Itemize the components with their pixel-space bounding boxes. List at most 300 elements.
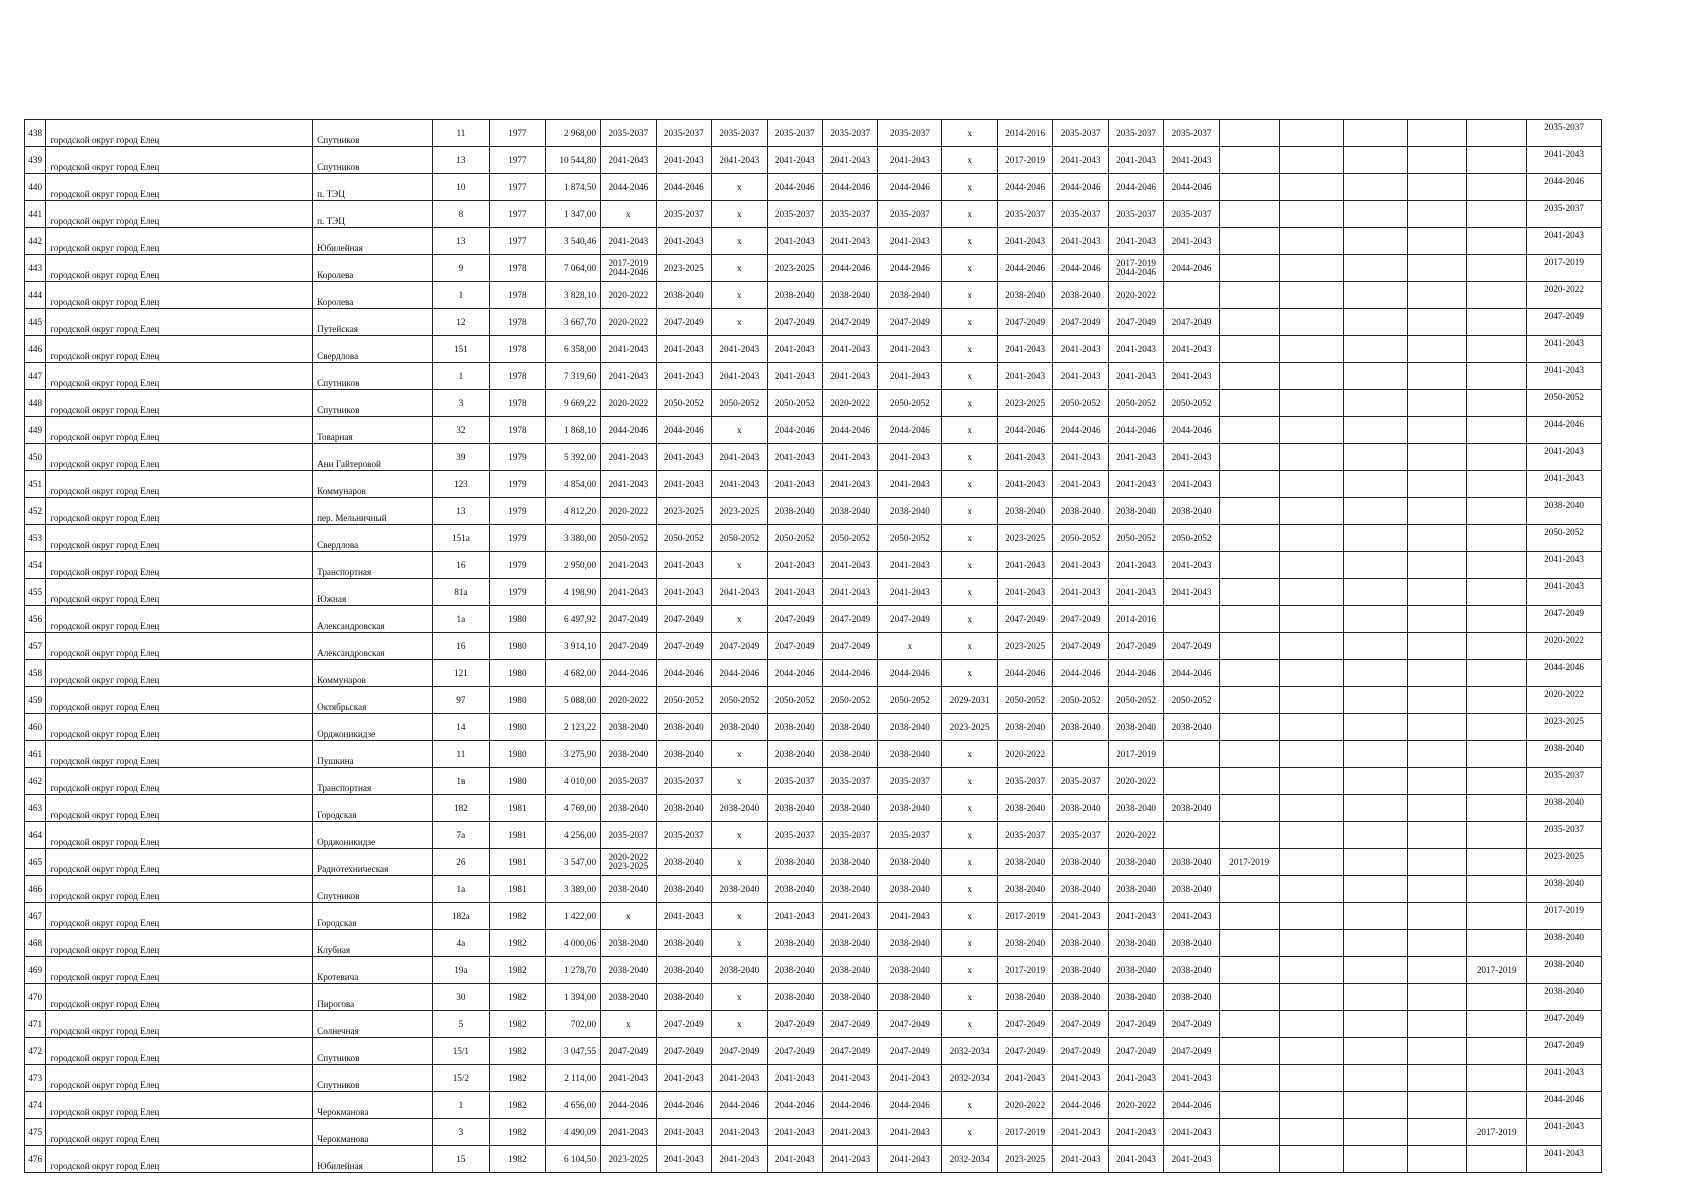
repair-period-cell <box>1219 1065 1279 1092</box>
planned-period-cell: 2044-2046 <box>1527 174 1602 201</box>
repair-period-cell <box>1279 174 1343 201</box>
repair-period-cell: 2047-2049 <box>656 1038 711 1065</box>
municipality-cell: городской округ город Елец <box>46 1065 313 1092</box>
repair-period-cell: 2050-2052 <box>1108 525 1163 552</box>
planned-period-cell: 2044-2046 <box>1527 417 1602 444</box>
repair-period-cell: 2038-2040 <box>1108 795 1163 822</box>
house-number-cell: 1а <box>432 876 490 903</box>
repair-period-cell: 2047-2049 <box>822 606 877 633</box>
repair-period-cell: 2041-2043 <box>767 552 822 579</box>
repair-period-cell <box>1407 201 1467 228</box>
repair-period-cell: 2047-2049 <box>656 1011 711 1038</box>
planned-period-cell: 2035-2037 <box>1527 768 1602 795</box>
repair-period-cell <box>1219 255 1279 282</box>
repair-period-cell: 2041-2043 <box>878 228 942 255</box>
planned-period-cell: 2047-2049 <box>1527 1011 1602 1038</box>
repair-period-cell: 2041-2043 <box>997 228 1052 255</box>
area-cell: 4 854,00 <box>545 471 600 498</box>
repair-period-cell <box>1219 795 1279 822</box>
street-cell: Александровская <box>313 606 433 633</box>
repair-period-cell <box>1467 714 1527 741</box>
row-number-cell: 444 <box>25 282 46 309</box>
repair-period-cell <box>1467 1038 1527 1065</box>
house-number-cell: 8 <box>432 201 490 228</box>
build-year-cell: 1982 <box>490 984 545 1011</box>
repair-period-cell: 2041-2043 <box>997 579 1052 606</box>
repair-period-cell: 2035-2037 <box>601 120 656 147</box>
repair-period-cell <box>1467 1011 1527 1038</box>
repair-period-cell <box>1279 309 1343 336</box>
area-cell: 4 198,90 <box>545 579 600 606</box>
repair-period-cell <box>1467 309 1527 336</box>
build-year-cell: 1980 <box>490 714 545 741</box>
repair-period-cell: 2047-2049 <box>712 1038 767 1065</box>
repair-period-cell: 2038-2040 <box>1053 282 1108 309</box>
row-number-cell: 453 <box>25 525 46 552</box>
repair-period-cell: 2050-2052 <box>656 390 711 417</box>
repair-period-cell: х <box>942 525 997 552</box>
repair-period-cell: 2017-2019 <box>997 957 1052 984</box>
repair-period-cell: 2023-2025 <box>601 1146 656 1173</box>
repair-period-cell <box>1343 768 1407 795</box>
house-number-cell: 13 <box>432 228 490 255</box>
row-number-cell: 450 <box>25 444 46 471</box>
repair-period-cell: 2041-2043 <box>822 552 877 579</box>
row-number-cell: 449 <box>25 417 46 444</box>
municipality-cell: городской округ город Елец <box>46 741 313 768</box>
planned-period-cell: 2041-2043 <box>1527 552 1602 579</box>
repair-period-cell <box>1164 282 1219 309</box>
planned-period-cell: 2020-2022 <box>1527 633 1602 660</box>
repair-period-cell: 2038-2040 <box>822 930 877 957</box>
repair-period-cell <box>1219 336 1279 363</box>
area-cell: 4 656,00 <box>545 1092 600 1119</box>
repair-period-cell: х <box>942 579 997 606</box>
repair-period-cell: 2032-2034 <box>942 1146 997 1173</box>
row-number-cell: 447 <box>25 363 46 390</box>
planned-period-cell: 2041-2043 <box>1527 1146 1602 1173</box>
table-row <box>25 633 1602 660</box>
repair-period-cell: 2041-2043 <box>1053 363 1108 390</box>
area-cell: 6 358,00 <box>545 336 600 363</box>
repair-period-cell: 2041-2043 <box>878 903 942 930</box>
repair-period-cell: 2035-2037 <box>997 768 1052 795</box>
repair-period-cell: 2038-2040 <box>1164 930 1219 957</box>
table-row <box>25 525 1602 552</box>
repair-period-cell: 2041-2043 <box>878 1065 942 1092</box>
repair-period-cell: х <box>712 984 767 1011</box>
build-year-cell: 1982 <box>490 1038 545 1065</box>
repair-period-cell <box>1164 741 1219 768</box>
repair-period-cell: 2041-2043 <box>822 1119 877 1146</box>
table-row <box>25 336 1602 363</box>
municipality-cell: городской округ город Елец <box>46 255 313 282</box>
repair-period-cell: 2041-2043 <box>712 444 767 471</box>
row-number-cell: 464 <box>25 822 46 849</box>
area-cell: 4 769,00 <box>545 795 600 822</box>
repair-period-cell <box>1219 444 1279 471</box>
repair-period-cell <box>1164 606 1219 633</box>
repair-period-cell: 2041-2043 <box>601 1119 656 1146</box>
repair-period-cell: 2047-2049 <box>822 633 877 660</box>
repair-period-cell <box>1343 822 1407 849</box>
repair-period-cell <box>1343 1038 1407 1065</box>
repair-period-cell <box>1467 849 1527 876</box>
repair-period-cell: 2047-2049 <box>767 606 822 633</box>
repair-period-cell: 2041-2043 <box>656 471 711 498</box>
repair-period-cell: 2035-2037 <box>767 201 822 228</box>
repair-period-cell: 2041-2043 <box>656 228 711 255</box>
repair-period-cell: 2050-2052 <box>822 525 877 552</box>
repair-period-cell <box>1219 174 1279 201</box>
planned-period-cell: 2041-2043 <box>1527 363 1602 390</box>
repair-period-cell: 2047-2049 <box>1053 1011 1108 1038</box>
repair-period-cell <box>1467 687 1527 714</box>
repair-period-cell: 2041-2043 <box>1053 1065 1108 1092</box>
row-number-cell: 475 <box>25 1119 46 1146</box>
area-cell: 2 950,00 <box>545 552 600 579</box>
repair-period-cell: х <box>942 444 997 471</box>
repair-period-cell <box>1219 282 1279 309</box>
table-row <box>25 120 1602 147</box>
repair-period-cell <box>1467 174 1527 201</box>
house-number-cell: 30 <box>432 984 490 1011</box>
repair-period-cell: 2032-2034 <box>942 1038 997 1065</box>
repair-period-cell <box>1219 417 1279 444</box>
repair-period-cell: 2047-2049 <box>997 1038 1052 1065</box>
repair-period-cell: х <box>942 471 997 498</box>
repair-period-cell: 2041-2043 <box>712 1146 767 1173</box>
area-cell: 702,00 <box>545 1011 600 1038</box>
repair-period-cell: 2041-2043 <box>1108 444 1163 471</box>
repair-period-cell: 2038-2040 <box>712 714 767 741</box>
row-number-cell: 476 <box>25 1146 46 1173</box>
repair-period-cell: 2038-2040 <box>822 741 877 768</box>
repair-period-cell <box>1279 795 1343 822</box>
repair-period-cell: 2050-2052 <box>712 390 767 417</box>
area-cell: 4 256,00 <box>545 822 600 849</box>
area-cell: 3 547,00 <box>545 849 600 876</box>
repair-period-cell: 2035-2037 <box>656 768 711 795</box>
row-number-cell: 473 <box>25 1065 46 1092</box>
repair-period-cell: 2041-2043 <box>656 336 711 363</box>
repair-period-cell: 2050-2052 <box>1164 525 1219 552</box>
repair-period-cell: 2038-2040 <box>1108 984 1163 1011</box>
repair-period-cell: 2044-2046 <box>822 660 877 687</box>
planned-period-cell: 2044-2046 <box>1527 1092 1602 1119</box>
repair-period-cell <box>1407 525 1467 552</box>
repair-period-cell: х <box>942 660 997 687</box>
street-cell: Кротевича <box>313 957 433 984</box>
repair-period-cell: 2038-2040 <box>878 498 942 525</box>
repair-period-cell: 2044-2046 <box>656 417 711 444</box>
repair-period-cell: 2038-2040 <box>656 795 711 822</box>
repair-period-cell: 2041-2043 <box>656 1146 711 1173</box>
repair-period-cell: 2050-2052 <box>712 525 767 552</box>
repair-period-cell <box>1343 1011 1407 1038</box>
repair-period-cell: 2044-2046 <box>712 1092 767 1119</box>
repair-period-cell: 2023-2025 <box>767 255 822 282</box>
street-cell: Транспортная <box>313 768 433 795</box>
area-cell: 3 667,70 <box>545 309 600 336</box>
municipality-cell: городской округ город Елец <box>46 822 313 849</box>
table-row <box>25 147 1602 174</box>
repair-period-cell: 2041-2043 <box>767 147 822 174</box>
table-row <box>25 1065 1602 1092</box>
repair-period-cell: 2047-2049 <box>656 309 711 336</box>
repair-period-cell: 2041-2043 <box>822 444 877 471</box>
repair-period-cell: 2038-2040 <box>767 498 822 525</box>
municipality-cell: городской округ город Елец <box>46 1146 313 1173</box>
municipality-cell: городской округ город Елец <box>46 687 313 714</box>
table-row <box>25 822 1602 849</box>
table-row <box>25 903 1602 930</box>
area-cell: 5 392,00 <box>545 444 600 471</box>
house-number-cell: 5 <box>432 1011 490 1038</box>
repair-period-cell: х <box>712 255 767 282</box>
repair-period-cell <box>1279 957 1343 984</box>
area-cell: 1 422,00 <box>545 903 600 930</box>
repair-period-cell: х <box>712 1011 767 1038</box>
build-year-cell: 1979 <box>490 579 545 606</box>
repair-period-cell: 2041-2043 <box>1164 1146 1219 1173</box>
area-cell: 10 544,80 <box>545 147 600 174</box>
planned-period-cell: 2038-2040 <box>1527 957 1602 984</box>
build-year-cell: 1982 <box>490 1011 545 1038</box>
repair-period-cell <box>1467 336 1527 363</box>
table-row <box>25 849 1602 876</box>
repair-period-cell: 2047-2049 <box>997 606 1052 633</box>
row-number-cell: 472 <box>25 1038 46 1065</box>
repair-period-cell <box>1407 957 1467 984</box>
repair-period-cell: 2044-2046 <box>878 174 942 201</box>
street-cell: Коммунаров <box>313 471 433 498</box>
build-year-cell: 1982 <box>490 1146 545 1173</box>
repair-period-cell: х <box>942 930 997 957</box>
repair-period-cell: 2044-2046 <box>878 255 942 282</box>
row-number-cell: 467 <box>25 903 46 930</box>
repair-period-cell: 2041-2043 <box>767 363 822 390</box>
municipality-cell: городской округ город Елец <box>46 1092 313 1119</box>
repair-period-cell <box>1467 471 1527 498</box>
repair-period-cell <box>1407 579 1467 606</box>
area-cell: 3 047,55 <box>545 1038 600 1065</box>
repair-period-cell <box>1467 120 1527 147</box>
table-row <box>25 876 1602 903</box>
repair-period-cell: 2035-2037 <box>822 201 877 228</box>
repair-period-cell <box>1279 660 1343 687</box>
repair-period-cell: х <box>712 768 767 795</box>
repair-period-cell: 2041-2043 <box>1108 579 1163 606</box>
row-number-cell: 439 <box>25 147 46 174</box>
repair-period-cell: 2041-2043 <box>1053 579 1108 606</box>
repair-period-cell: 2041-2043 <box>601 336 656 363</box>
repair-period-cell: 2029-2031 <box>942 687 997 714</box>
house-number-cell: 1в <box>432 768 490 795</box>
street-cell: Пирогова <box>313 984 433 1011</box>
repair-period-cell <box>1219 984 1279 1011</box>
house-number-cell: 151 <box>432 336 490 363</box>
repair-period-cell <box>1467 903 1527 930</box>
repair-period-cell <box>1053 741 1108 768</box>
repair-period-cell <box>1467 606 1527 633</box>
build-year-cell: 1977 <box>490 120 545 147</box>
house-number-cell: 182 <box>432 795 490 822</box>
repair-period-cell: 2044-2046 <box>1164 660 1219 687</box>
repair-period-cell <box>1343 444 1407 471</box>
repair-period-cell <box>1343 309 1407 336</box>
repair-period-cell: х <box>712 903 767 930</box>
repair-period-cell: 2038-2040 <box>1108 498 1163 525</box>
table-row <box>25 417 1602 444</box>
repair-period-cell: 2023-2025 <box>997 525 1052 552</box>
repair-period-cell <box>1219 1146 1279 1173</box>
table-row <box>25 579 1602 606</box>
repair-period-cell: х <box>712 228 767 255</box>
repair-period-cell <box>1279 336 1343 363</box>
repair-period-cell: 2041-2043 <box>1164 579 1219 606</box>
repair-period-cell <box>1219 957 1279 984</box>
repair-period-cell: 2041-2043 <box>767 1065 822 1092</box>
repair-period-cell <box>1343 498 1407 525</box>
house-number-cell: 1а <box>432 606 490 633</box>
repair-period-cell: 2044-2046 <box>601 1092 656 1119</box>
repair-period-cell: 2035-2037 <box>767 768 822 795</box>
repair-period-cell <box>1343 984 1407 1011</box>
repair-period-cell: 2047-2049 <box>1053 1038 1108 1065</box>
build-year-cell: 1978 <box>490 363 545 390</box>
repair-period-cell: 2047-2049 <box>1108 1038 1163 1065</box>
row-number-cell: 456 <box>25 606 46 633</box>
repair-period-cell <box>1407 984 1467 1011</box>
repair-period-cell: х <box>712 849 767 876</box>
table-row <box>25 1038 1602 1065</box>
house-number-cell: 3 <box>432 390 490 417</box>
repair-period-cell: 2047-2049 <box>878 1038 942 1065</box>
repair-period-cell <box>1343 417 1407 444</box>
build-year-cell: 1977 <box>490 174 545 201</box>
repair-period-cell: 2041-2043 <box>656 363 711 390</box>
repair-period-cell: х <box>942 417 997 444</box>
repair-period-cell: 2038-2040 <box>822 957 877 984</box>
repair-period-cell: 2038-2040 <box>656 282 711 309</box>
repair-period-cell: 2038-2040 <box>878 795 942 822</box>
municipality-cell: городской округ город Елец <box>46 525 313 552</box>
repair-period-cell <box>1279 471 1343 498</box>
repair-period-cell <box>1343 687 1407 714</box>
repair-period-cell: 2041-2043 <box>712 147 767 174</box>
repair-period-cell <box>1279 768 1343 795</box>
repair-period-cell: 2047-2049 <box>878 606 942 633</box>
repair-period-cell: 2038-2040 <box>601 741 656 768</box>
repair-period-cell: 2020-2022 <box>601 309 656 336</box>
repair-period-cell: 2047-2049 <box>822 1038 877 1065</box>
house-number-cell: 9 <box>432 255 490 282</box>
repair-period-cell: х <box>942 309 997 336</box>
planned-period-cell: 2035-2037 <box>1527 822 1602 849</box>
repair-period-cell: х <box>942 120 997 147</box>
repair-period-cell <box>1279 930 1343 957</box>
repair-period-cell: 2041-2043 <box>712 1065 767 1092</box>
repair-period-cell: 2038-2040 <box>878 714 942 741</box>
row-number-cell: 443 <box>25 255 46 282</box>
repair-period-cell: 2041-2043 <box>1053 336 1108 363</box>
repair-period-cell: 2038-2040 <box>1053 714 1108 741</box>
house-number-cell: 16 <box>432 633 490 660</box>
repair-period-cell <box>1219 228 1279 255</box>
repair-period-cell <box>1219 552 1279 579</box>
repair-period-cell <box>1467 741 1527 768</box>
house-number-cell: 81а <box>432 579 490 606</box>
house-number-cell: 1 <box>432 282 490 309</box>
build-year-cell: 1979 <box>490 552 545 579</box>
repair-period-cell: 2041-2043 <box>1164 228 1219 255</box>
build-year-cell: 1978 <box>490 255 545 282</box>
repair-period-cell: 2044-2046 <box>1164 174 1219 201</box>
repair-period-cell: 2041-2043 <box>767 444 822 471</box>
repair-period-cell: 2020-2022 <box>997 1092 1052 1119</box>
repair-period-cell <box>1343 1119 1407 1146</box>
repair-period-cell: 2035-2037 <box>878 201 942 228</box>
repair-period-cell: 2044-2046 <box>1053 255 1108 282</box>
repair-period-cell: 2038-2040 <box>656 741 711 768</box>
repair-period-cell: 2017-2019 <box>997 147 1052 174</box>
repair-period-cell <box>1219 1011 1279 1038</box>
repair-period-cell <box>1279 741 1343 768</box>
table-row <box>25 687 1602 714</box>
repair-period-cell: 2020-2022 <box>601 390 656 417</box>
repair-period-cell: 2038-2040 <box>1164 876 1219 903</box>
repair-period-cell: 2023-2025 <box>997 390 1052 417</box>
repair-period-cell: 2020-2022 <box>1108 282 1163 309</box>
repair-period-cell: 2038-2040 <box>822 849 877 876</box>
repair-period-cell: 2041-2043 <box>1108 1119 1163 1146</box>
repair-period-cell: 2041-2043 <box>601 471 656 498</box>
repair-period-cell: 2038-2040 <box>1053 876 1108 903</box>
repair-period-cell: 2044-2046 <box>822 1092 877 1119</box>
repair-period-cell: 2041-2043 <box>1164 336 1219 363</box>
planned-period-cell: 2041-2043 <box>1527 336 1602 363</box>
repair-period-cell <box>1279 579 1343 606</box>
build-year-cell: 1979 <box>490 525 545 552</box>
repair-period-cell: 2044-2046 <box>712 660 767 687</box>
repair-period-cell <box>1467 228 1527 255</box>
row-number-cell: 460 <box>25 714 46 741</box>
house-number-cell: 15/2 <box>432 1065 490 1092</box>
repair-period-cell: 2041-2043 <box>1108 1065 1163 1092</box>
repair-period-cell: 2035-2037 <box>656 120 711 147</box>
repair-period-cell: 2038-2040 <box>656 957 711 984</box>
repair-period-cell: 2041-2043 <box>1164 1065 1219 1092</box>
repair-period-cell: 2041-2043 <box>1164 552 1219 579</box>
repair-period-cell: 2035-2037 <box>822 822 877 849</box>
repair-period-cell <box>1279 714 1343 741</box>
house-number-cell: 16 <box>432 552 490 579</box>
repair-period-cell <box>1407 417 1467 444</box>
repair-period-cell <box>1219 606 1279 633</box>
repair-period-cell <box>1407 1146 1467 1173</box>
repair-period-cell <box>1467 768 1527 795</box>
repair-period-cell: 2044-2046 <box>1108 660 1163 687</box>
repair-period-cell: х <box>878 633 942 660</box>
table-row <box>25 660 1602 687</box>
repair-period-cell: 2041-2043 <box>656 147 711 174</box>
area-cell: 3 540,46 <box>545 228 600 255</box>
repair-period-cell: 2041-2043 <box>878 1119 942 1146</box>
municipality-cell: городской округ город Елец <box>46 282 313 309</box>
housing-repair-schedule-table <box>24 119 1602 1173</box>
repair-period-cell <box>1343 228 1407 255</box>
